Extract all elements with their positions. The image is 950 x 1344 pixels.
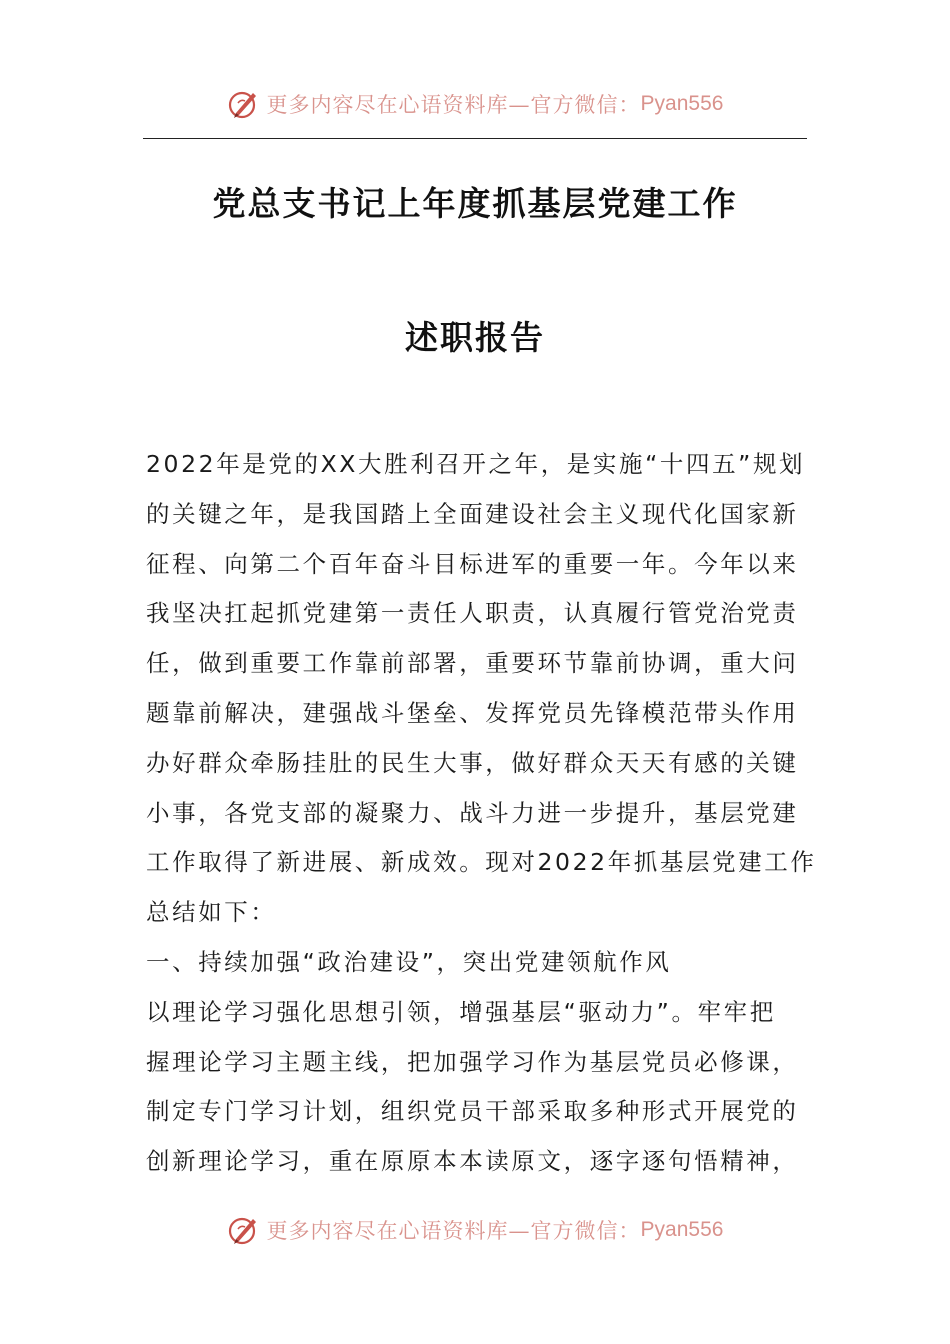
document-title-line-1: 党总支书记上年度抓基层党建工作 <box>212 184 738 223</box>
section-heading: 一、持续加强“政治建设”，突出党建领航作风 <box>146 947 672 976</box>
body-line: 的关键之年，是我国踏上全面建设社会主义现代化国家新 <box>146 499 799 528</box>
body-line: 征程、向第二个百年奋斗目标进军的重要一年。今年以来 <box>146 549 799 578</box>
watermark-wechat-id: Pyan556 <box>640 92 724 115</box>
body-line: 任，做到重要工作靠前部署，重要环节靠前协调，重大问 <box>146 649 799 678</box>
body-line: 握理论学习主题主线，把加强学习作为基层党员必修课， <box>146 1047 799 1076</box>
body-line: 创新理论学习，重在原原本本读原文，逐字逐句悟精神， <box>146 1147 799 1176</box>
body-line: 总结如下： <box>146 898 277 927</box>
watermark-wechat-id: Pyan556 <box>640 1218 724 1241</box>
pen-logo-icon <box>227 1213 261 1247</box>
watermark-text: 更多内容尽在心语资料库—官方微信： <box>266 93 641 117</box>
pen-logo-icon <box>227 87 261 121</box>
body-line: 办好群众牵肠挂肚的民生大事，做好群众天天有感的关键 <box>146 748 799 777</box>
watermark-top <box>0 84 950 124</box>
document-body <box>146 440 817 1187</box>
watermark-bottom <box>0 1210 950 1250</box>
body-line: 以理论学习强化思想引领，增强基层“驱动力”。牢牢把 <box>146 997 776 1026</box>
document-title-line-2: 述职报告 <box>405 318 545 357</box>
body-line: 制定专门学习计划，组织党员干部采取多种形式开展党的 <box>146 1097 799 1126</box>
body-line: 我坚决扛起抓党建第一责任人职责，认真履行管党治党责 <box>146 599 799 628</box>
watermark-text: 更多内容尽在心语资料库—官方微信： <box>266 1219 641 1243</box>
header-divider <box>143 138 807 139</box>
body-line: 题靠前解决，建强战斗堡垒、发挥党员先锋模范带头作用 <box>146 698 799 727</box>
body-line: 工作取得了新进展、新成效。现对2022年抓基层党建工作 <box>146 848 817 877</box>
body-line: 2022年是党的XX大胜利召开之年，是实施“十四五”规划 <box>146 450 806 478</box>
body-line: 小事，各党支部的凝聚力、战斗力进一步提升，基层党建 <box>146 798 799 827</box>
